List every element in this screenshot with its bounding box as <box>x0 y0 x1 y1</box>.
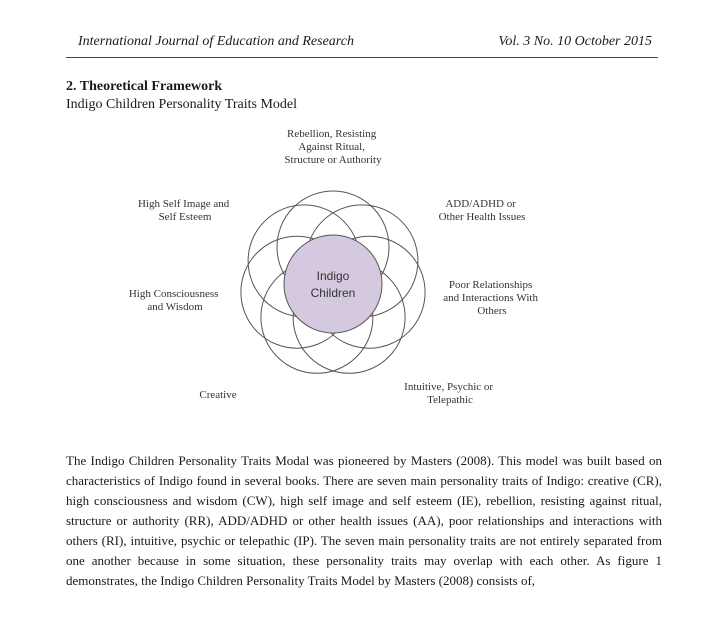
label-creative: Creative <box>199 389 237 401</box>
center-label-1: Indigo <box>316 269 350 283</box>
volume-info: Vol. 3 No. 10 October 2015 <box>498 34 652 49</box>
label-consciousness: High Consciousness and Wisdom <box>128 288 219 313</box>
center-label-2: Children <box>310 286 356 300</box>
section-heading: 2. Theoretical Framework <box>66 79 223 94</box>
label-add-adhd: ADD/ADHD or Other Health Issues <box>438 198 526 223</box>
label-intuitive: Intuitive, Psychic or Telepathic <box>404 381 494 406</box>
center-circle <box>284 235 382 333</box>
label-relationships: Poor Relationships and Interactions With Others <box>443 279 538 317</box>
label-self-image: High Self Image and Self Esteem <box>137 198 230 223</box>
model-title: Indigo Children Personality Traits Model <box>66 97 297 112</box>
journal-name: International Journal of Education and Research <box>78 34 354 49</box>
body-paragraph: The Indigo Children Personality Traits Modal was pioneered by Masters (2008). This model was built based on characteristics of Indigo found in several books. There are seven main personality traits of Indigo: creative (CR), high consciousness and wisdom (CW), high self image and self esteem (IE), rebellion, resisting against ritual, structure or authority (RR), ADD/ADHD or other health issues (AA), poor relationships and interactions with others (RI), intuitive, psychic or telepathic (IP). The seven main personality traits are not entirely separated from one another because in some situation, these personality traits may overlap with each other. As figure 1 demonstrates, the Indigo Children Personality Traits Model by Masters (2008) consists of, <box>66 453 662 588</box>
label-rebellion: Rebellion, Resisting Against Ritual, Structure or Authority <box>284 128 382 166</box>
